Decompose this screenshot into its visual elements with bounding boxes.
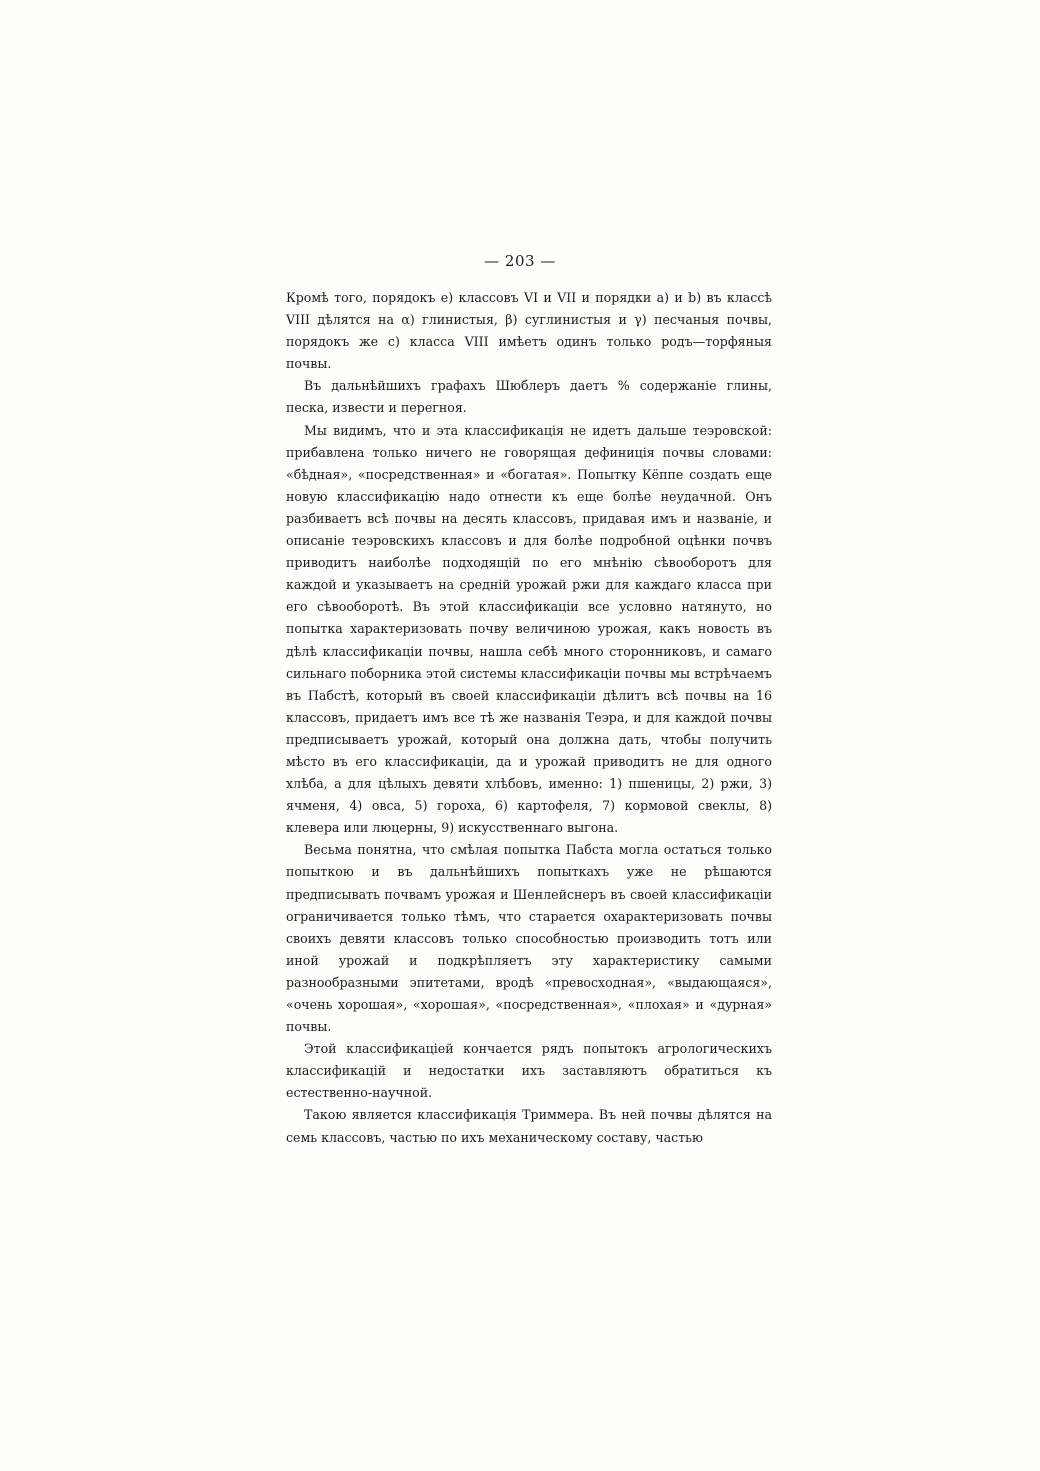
- paragraph-2: Въ дальнѣйшихъ графахъ Шюблеръ даетъ % содержаніе глины, песка, извести и перегноя.: [286, 378, 772, 416]
- paragraph-6: Такою является классификація Триммера. Въ ней почвы дѣлятся на семь классовъ, частью по ихъ механическому составу, частью: [286, 1107, 772, 1145]
- paragraph-1: Кромѣ того, порядокъ e) классовъ VI и VII и порядки a) и b) въ классѣ VIII дѣлятся на α) глинистыя, β) суглинистыя и γ) песчаныя почвы, порядокъ же c) класса VIII имѣетъ одинъ только родъ—торфяныя почвы.: [286, 290, 772, 372]
- body-text: [286, 287, 772, 1149]
- page-number: — 203 —: [484, 252, 556, 270]
- paragraph-5: Этой классификаціей кончается рядъ попытокъ агрологическихъ классификацій и недостатки ихъ заставляютъ обратиться къ естественно-научной.: [286, 1041, 772, 1101]
- paragraph-4: Весьма понятна, что смѣлая попытка Пабста могла остаться только попыткою и въ дальнѣйшихъ попыткахъ уже не рѣшаются предписывать почвамъ урожая и Шенлейснеръ въ своей классификаціи ограничивается только тѣмъ, что старается охарактеризовать почвы своихъ девяти классовъ только способностью производить тотъ или иной урожай и подкрѣпляетъ эту характеристику самыми разнообразными эпитетами, вродѣ «превосходная», «выдающаяся», «очень хорошая», «хорошая», «посредственная», «плохая» и «дурная» почвы.: [286, 842, 772, 1035]
- paragraph-3: Мы видимъ, что и эта классификація не идетъ дальше теэровской: прибавлена только ничего не говорящая дефиниція почвы словами: «бѣдная», «посредственная» и «богатая». Попытку Кёппе создать еще новую классификацію надо отнести къ еще болѣе неудачной. Онъ разбиваетъ всѣ почвы на десять классовъ, придавая имъ и названіе, и описаніе теэровскихъ классовъ и для болѣе подробной оцѣнки почвъ приводитъ наиболѣе подходящій по его мнѣнію сѣвооборотъ для каждой и указываетъ на средній урожай ржи для каждаго класса при его сѣвооборотѣ. Въ этой классификаціи все условно натянуто, но попытка характеризовать почву величиною урожая, какъ новость въ дѣлѣ классификаціи почвы, нашла себѣ много сторонниковъ, и самаго сильнаго поборника этой системы классификаціи почвы мы встрѣчаемъ въ Пабстѣ, который въ своей классификаціи дѣлитъ всѣ почвы на 16 классовъ, придаетъ имъ все тѣ же названія Теэра, и для каждой почвы предписываетъ урожай, который она должна дать, чтобы получить мѣсто въ его классификаціи, да и урожай приводитъ не для одного хлѣба, а для цѣлыхъ девяти хлѣбовъ, именно: 1) пшеницы, 2) ржи, 3) ячменя, 4) овса, 5) гороха, 6) картофеля, 7) кормовой свеклы, 8) клевера или люцерны, 9) искусственнаго выгона.: [286, 422, 772, 836]
